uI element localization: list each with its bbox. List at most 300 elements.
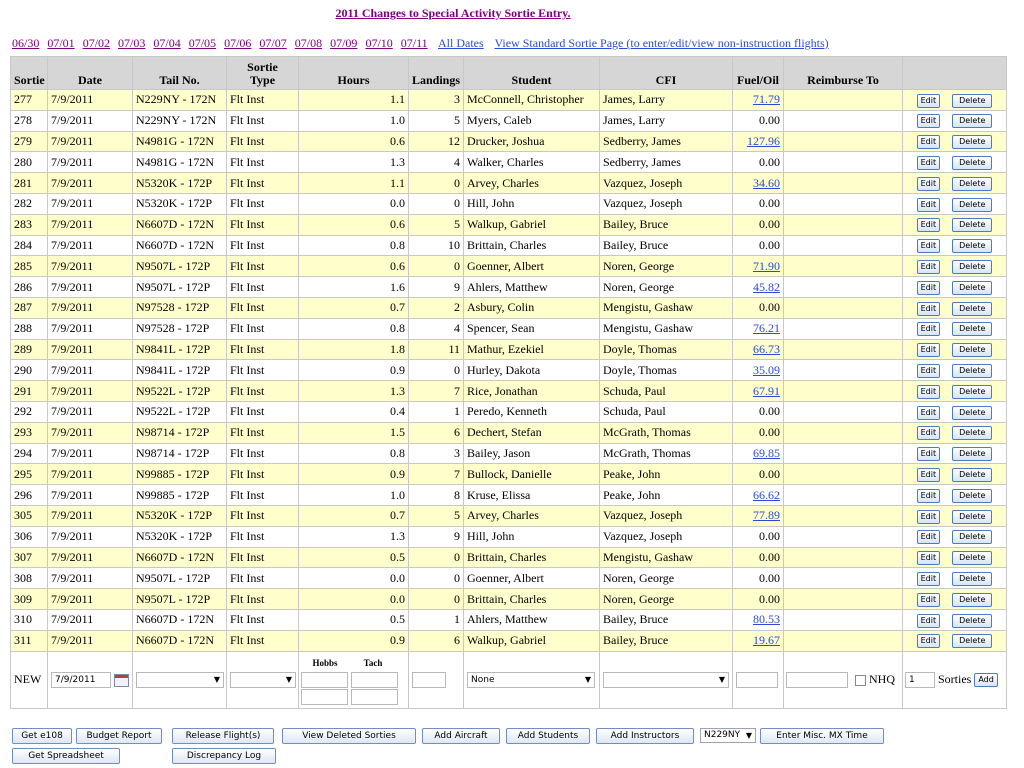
- edit-button[interactable]: Edit: [917, 489, 941, 503]
- new-date-input[interactable]: 7/9/2011: [51, 672, 111, 688]
- cell-hours: 0.8: [299, 443, 409, 464]
- cell-actions: [903, 193, 1007, 214]
- cell-date: 7/9/2011: [48, 505, 133, 526]
- cell-sortie: 287: [11, 297, 48, 318]
- cell-tail: N5320K - 172P: [133, 173, 227, 194]
- edit-button[interactable]: Edit: [917, 302, 941, 316]
- cell-cfi: Bailey, Bruce: [600, 214, 733, 235]
- cell-landings: 0: [409, 193, 464, 214]
- delete-button[interactable]: Delete: [952, 198, 992, 212]
- edit-button[interactable]: Edit: [917, 510, 941, 524]
- delete-button[interactable]: Delete: [952, 634, 992, 648]
- cell-cfi: James, Larry: [600, 110, 733, 131]
- cell-fuel: 0.00: [733, 568, 784, 589]
- cell-cfi: Sedberry, James: [600, 131, 733, 152]
- new-cfi-cell: [600, 651, 733, 708]
- edit-button[interactable]: Edit: [917, 551, 941, 565]
- date-link[interactable]: 07/09: [330, 36, 358, 50]
- cell-sortie: 279: [11, 131, 48, 152]
- cell-actions: [903, 256, 1007, 277]
- cell-date: 7/9/2011: [48, 547, 133, 568]
- cell-type: Flt Inst: [227, 152, 299, 173]
- cell-landings: 5: [409, 110, 464, 131]
- cell-landings: 8: [409, 485, 464, 506]
- cell-actions: [903, 443, 1007, 464]
- date-link[interactable]: 07/02: [82, 36, 111, 50]
- cell-landings: 4: [409, 318, 464, 339]
- cell-landings: 9: [409, 277, 464, 298]
- cell-student: Myers, Caleb: [464, 110, 600, 131]
- table-row: [11, 547, 1007, 568]
- tach-label: Tach: [363, 657, 383, 668]
- fuel-receipt-link[interactable]: 34.60: [753, 175, 780, 190]
- cell-tail: N98714 - 172P: [133, 443, 227, 464]
- cell-fuel: [733, 131, 784, 152]
- edit-button[interactable]: Edit: [917, 634, 941, 648]
- date-link[interactable]: 07/08: [294, 36, 323, 50]
- cell-type: Flt Inst: [227, 568, 299, 589]
- delete-button[interactable]: Delete: [952, 302, 992, 316]
- cell-cfi: Noren, George: [600, 256, 733, 277]
- cell-type: Flt Inst: [227, 589, 299, 610]
- cell-date: 7/9/2011: [48, 173, 133, 194]
- cell-sortie: 306: [11, 526, 48, 547]
- edit-button[interactable]: Edit: [917, 614, 941, 628]
- edit-button[interactable]: Edit: [917, 593, 941, 607]
- cell-date: 7/9/2011: [48, 609, 133, 630]
- cell-tail: N5320K - 172P: [133, 526, 227, 547]
- add-instructors-button[interactable]: Add Instructors: [596, 728, 694, 744]
- col-tail: Tail No.: [133, 57, 227, 90]
- table-row: [11, 173, 1007, 194]
- cell-tail: N9522L - 172P: [133, 401, 227, 422]
- delete-button[interactable]: Delete: [952, 94, 992, 108]
- new-landings-input[interactable]: [412, 672, 446, 688]
- edit-button[interactable]: Edit: [917, 135, 941, 149]
- fuel-receipt-link[interactable]: 66.62: [753, 487, 780, 502]
- cell-sortie: 292: [11, 401, 48, 422]
- delete-button[interactable]: Delete: [952, 343, 992, 357]
- new-reimburse-input[interactable]: [786, 672, 848, 688]
- cell-actions: [903, 547, 1007, 568]
- table-row: [11, 277, 1007, 298]
- cell-fuel: 0.00: [733, 464, 784, 485]
- new-cfi-select[interactable]: [603, 672, 729, 688]
- cell-actions: [903, 526, 1007, 547]
- table-row: [11, 401, 1007, 422]
- edit-button[interactable]: Edit: [917, 114, 941, 128]
- cell-sortie: 296: [11, 485, 48, 506]
- cell-fuel: 0.00: [733, 526, 784, 547]
- cell-tail: N97528 - 172P: [133, 318, 227, 339]
- fuel-receipt-link[interactable]: 71.90: [753, 258, 780, 273]
- cell-tail: N9507L - 172P: [133, 568, 227, 589]
- cell-cfi: Bailey, Bruce: [600, 235, 733, 256]
- cell-sortie: 280: [11, 152, 48, 173]
- edit-button[interactable]: Edit: [917, 94, 941, 108]
- nhq-label: NHQ: [869, 672, 895, 687]
- cell-reimburse: [784, 152, 903, 173]
- tach-start-input[interactable]: [351, 672, 398, 688]
- table-row: [11, 360, 1007, 381]
- delete-button[interactable]: Delete: [952, 447, 992, 461]
- add-sortie-button[interactable]: Add: [974, 673, 998, 687]
- sorties-count-input[interactable]: 1: [905, 672, 935, 688]
- cell-landings: 10: [409, 235, 464, 256]
- delete-button[interactable]: Delete: [952, 614, 992, 628]
- cell-hours: 1.1: [299, 173, 409, 194]
- cell-actions: [903, 297, 1007, 318]
- delete-button[interactable]: Delete: [952, 239, 992, 253]
- cell-student: Walkup, Gabriel: [464, 630, 600, 651]
- delete-button[interactable]: Delete: [952, 593, 992, 607]
- cell-hours: 0.6: [299, 214, 409, 235]
- cell-hours: 0.9: [299, 464, 409, 485]
- new-tail-cell: [133, 651, 227, 708]
- cell-tail: N98714 - 172P: [133, 422, 227, 443]
- cell-reimburse: [784, 90, 903, 111]
- fuel-receipt-link[interactable]: 127.96: [747, 133, 780, 148]
- delete-button[interactable]: Delete: [952, 385, 992, 399]
- cell-date: 7/9/2011: [48, 464, 133, 485]
- cell-sortie: 309: [11, 589, 48, 610]
- new-label: NEW: [11, 651, 48, 708]
- cell-fuel: 0.00: [733, 401, 784, 422]
- cell-student: Peredo, Kenneth: [464, 401, 600, 422]
- page-title[interactable]: 2011 Changes to Special Activity Sortie Entry.: [335, 6, 571, 20]
- cell-actions: [903, 568, 1007, 589]
- cell-fuel: [733, 443, 784, 464]
- calendar-icon[interactable]: [114, 674, 129, 687]
- cell-date: 7/9/2011: [48, 401, 133, 422]
- date-nav: [12, 36, 837, 51]
- fuel-receipt-link[interactable]: 69.85: [753, 445, 780, 460]
- cell-hours: 1.6: [299, 277, 409, 298]
- cell-tail: N99885 - 172P: [133, 485, 227, 506]
- cell-fuel: [733, 609, 784, 630]
- cell-actions: [903, 360, 1007, 381]
- cell-student: Arvey, Charles: [464, 505, 600, 526]
- date-link[interactable]: 07/10: [365, 36, 393, 50]
- cell-fuel: 0.00: [733, 547, 784, 568]
- fuel-receipt-link[interactable]: 35.09: [753, 362, 780, 377]
- cell-date: 7/9/2011: [48, 339, 133, 360]
- cell-type: Flt Inst: [227, 235, 299, 256]
- cell-landings: 7: [409, 381, 464, 402]
- cell-type: Flt Inst: [227, 90, 299, 111]
- cell-tail: N4981G - 172N: [133, 152, 227, 173]
- cell-tail: N5320K - 172P: [133, 193, 227, 214]
- cell-date: 7/9/2011: [48, 256, 133, 277]
- fuel-receipt-link[interactable]: 66.73: [753, 341, 780, 356]
- cell-hours: 0.0: [299, 193, 409, 214]
- get-spreadsheet-button[interactable]: Get Spreadsheet: [12, 748, 120, 764]
- cell-cfi: Vazquez, Joseph: [600, 505, 733, 526]
- edit-button[interactable]: Edit: [917, 406, 941, 420]
- table-row: [11, 630, 1007, 651]
- delete-button[interactable]: Delete: [952, 260, 992, 274]
- cell-date: 7/9/2011: [48, 131, 133, 152]
- cell-type: Flt Inst: [227, 339, 299, 360]
- table-row: [11, 609, 1007, 630]
- new-fuel-input[interactable]: [736, 672, 778, 688]
- fuel-receipt-link[interactable]: 19.67: [753, 633, 780, 648]
- cell-date: 7/9/2011: [48, 214, 133, 235]
- cell-date: 7/9/2011: [48, 485, 133, 506]
- cell-fuel: [733, 360, 784, 381]
- add-students-button[interactable]: Add Students: [506, 728, 590, 744]
- chevron-down-icon: ▼: [285, 675, 292, 685]
- cell-hours: 0.7: [299, 297, 409, 318]
- date-link[interactable]: 07/06: [224, 36, 252, 50]
- delete-button[interactable]: Delete: [952, 281, 992, 295]
- cell-cfi: Mengistu, Gashaw: [600, 297, 733, 318]
- delete-button[interactable]: Delete: [952, 322, 992, 336]
- hobbs-end-input[interactable]: [301, 689, 348, 705]
- cell-fuel: [733, 505, 784, 526]
- cell-student: Spencer, Sean: [464, 318, 600, 339]
- new-sortie-row: [11, 651, 1007, 708]
- cell-fuel: [733, 173, 784, 194]
- delete-button[interactable]: Delete: [952, 156, 992, 170]
- cell-type: Flt Inst: [227, 193, 299, 214]
- edit-button[interactable]: Edit: [917, 364, 941, 378]
- cell-reimburse: [784, 547, 903, 568]
- delete-button[interactable]: Delete: [952, 426, 992, 440]
- edit-button[interactable]: Edit: [917, 218, 941, 232]
- cell-landings: 1: [409, 609, 464, 630]
- new-hours-cell: [299, 651, 409, 708]
- date-link[interactable]: 06/30: [12, 36, 40, 50]
- aircraft-select-value: N229NY: [704, 730, 741, 740]
- discrepancy-log-button[interactable]: Discrepancy Log: [172, 748, 276, 764]
- table-row: [11, 589, 1007, 610]
- cell-type: Flt Inst: [227, 547, 299, 568]
- cell-student: Dechert, Stefan: [464, 422, 600, 443]
- cell-landings: 3: [409, 443, 464, 464]
- delete-button[interactable]: Delete: [952, 218, 992, 232]
- col-sortie-type: [227, 57, 299, 90]
- cell-tail: N97528 - 172P: [133, 297, 227, 318]
- nhq-checkbox[interactable]: [855, 675, 866, 686]
- date-link[interactable]: 07/11: [400, 36, 428, 50]
- col-reimburse: Reimburse To: [784, 57, 903, 90]
- cell-landings: 0: [409, 360, 464, 381]
- add-aircraft-button[interactable]: Add Aircraft: [422, 728, 500, 744]
- new-student-select[interactable]: [467, 672, 595, 688]
- cell-actions: [903, 214, 1007, 235]
- standard-sortie-page-link[interactable]: View Standard Sortie Page (to enter/edit/view non-instruction flights): [494, 36, 829, 50]
- edit-button[interactable]: Edit: [917, 322, 941, 336]
- cell-type: Flt Inst: [227, 297, 299, 318]
- cell-student: Asbury, Colin: [464, 297, 600, 318]
- edit-button[interactable]: Edit: [917, 260, 941, 274]
- cell-hours: 0.5: [299, 547, 409, 568]
- cell-landings: 0: [409, 547, 464, 568]
- cell-student: Walker, Charles: [464, 152, 600, 173]
- enter-misc-mx-time-button[interactable]: Enter Misc. MX Time: [760, 728, 884, 744]
- cell-actions: [903, 630, 1007, 651]
- cell-landings: 2: [409, 297, 464, 318]
- col-fuel: Fuel/Oil: [733, 57, 784, 90]
- date-link[interactable]: 07/07: [259, 36, 287, 50]
- edit-button[interactable]: Edit: [917, 426, 941, 440]
- cell-student: Brittain, Charles: [464, 235, 600, 256]
- edit-button[interactable]: Edit: [917, 198, 941, 212]
- cell-hours: 0.0: [299, 589, 409, 610]
- fuel-receipt-link[interactable]: 45.82: [753, 279, 780, 294]
- aircraft-select[interactable]: [700, 728, 756, 743]
- cell-reimburse: [784, 110, 903, 131]
- delete-button[interactable]: Delete: [952, 406, 992, 420]
- cell-tail: N229NY - 172N: [133, 90, 227, 111]
- cell-type: Flt Inst: [227, 214, 299, 235]
- date-link[interactable]: 07/05: [188, 36, 217, 50]
- cell-date: 7/9/2011: [48, 443, 133, 464]
- tach-end-input[interactable]: [351, 689, 398, 705]
- hobbs-start-input[interactable]: [301, 672, 348, 688]
- cell-tail: N9507L - 172P: [133, 277, 227, 298]
- cell-hours: 0.8: [299, 318, 409, 339]
- fuel-receipt-link[interactable]: 77.89: [753, 508, 780, 523]
- cell-tail: N6607D - 172N: [133, 547, 227, 568]
- new-student-cell: [464, 651, 600, 708]
- table-row: [11, 256, 1007, 277]
- cell-actions: [903, 318, 1007, 339]
- cell-type: Flt Inst: [227, 381, 299, 402]
- cell-reimburse: [784, 630, 903, 651]
- delete-button[interactable]: Delete: [952, 489, 992, 503]
- cell-type: Flt Inst: [227, 485, 299, 506]
- delete-button[interactable]: Delete: [952, 572, 992, 586]
- new-type-select[interactable]: [230, 672, 296, 688]
- fuel-receipt-link[interactable]: 76.21: [753, 321, 780, 336]
- edit-button[interactable]: Edit: [917, 385, 941, 399]
- new-sorties-cell: [903, 651, 1007, 708]
- cell-reimburse: [784, 464, 903, 485]
- cell-cfi: Vazquez, Joseph: [600, 526, 733, 547]
- all-dates-link[interactable]: All Dates: [438, 36, 484, 50]
- cell-fuel: [733, 318, 784, 339]
- sortie-table: [10, 56, 1007, 709]
- new-tail-select[interactable]: [136, 672, 224, 688]
- delete-button[interactable]: Delete: [952, 135, 992, 149]
- cell-student: Goenner, Albert: [464, 568, 600, 589]
- delete-button[interactable]: Delete: [952, 551, 992, 565]
- cell-student: Kruse, Elissa: [464, 485, 600, 506]
- cell-type: Flt Inst: [227, 630, 299, 651]
- release-flights-button[interactable]: Release Flight(s): [172, 728, 274, 744]
- cell-hours: 1.3: [299, 152, 409, 173]
- cell-hours: 0.6: [299, 256, 409, 277]
- cell-landings: 11: [409, 339, 464, 360]
- cell-landings: 3: [409, 90, 464, 111]
- cell-student: Hill, John: [464, 193, 600, 214]
- fuel-receipt-link[interactable]: 67.91: [753, 383, 780, 398]
- cell-cfi: Noren, George: [600, 277, 733, 298]
- cell-actions: [903, 381, 1007, 402]
- table-row: [11, 339, 1007, 360]
- edit-button[interactable]: Edit: [917, 177, 941, 191]
- edit-button[interactable]: Edit: [917, 281, 941, 295]
- cell-type: Flt Inst: [227, 422, 299, 443]
- edit-button[interactable]: Edit: [917, 447, 941, 461]
- cell-hours: 1.5: [299, 422, 409, 443]
- cell-hours: 1.3: [299, 381, 409, 402]
- new-student-value: None: [471, 675, 495, 686]
- cell-reimburse: [784, 360, 903, 381]
- cell-sortie: 307: [11, 547, 48, 568]
- cell-fuel: [733, 90, 784, 111]
- col-student: Student: [464, 57, 600, 90]
- cell-type: Flt Inst: [227, 401, 299, 422]
- table-row: [11, 505, 1007, 526]
- date-link[interactable]: 07/01: [47, 36, 75, 50]
- cell-type: Flt Inst: [227, 318, 299, 339]
- cell-fuel: [733, 381, 784, 402]
- date-link[interactable]: 07/03: [118, 36, 146, 50]
- cell-fuel: 0.00: [733, 235, 784, 256]
- cell-fuel: 0.00: [733, 589, 784, 610]
- cell-actions: [903, 235, 1007, 256]
- cell-fuel: 0.00: [733, 152, 784, 173]
- edit-button[interactable]: Edit: [917, 343, 941, 357]
- table-row: [11, 110, 1007, 131]
- fuel-receipt-link[interactable]: 80.53: [753, 612, 780, 627]
- delete-button[interactable]: Delete: [952, 177, 992, 191]
- delete-button[interactable]: Delete: [952, 510, 992, 524]
- cell-sortie: 285: [11, 256, 48, 277]
- fuel-receipt-link[interactable]: 71.79: [753, 92, 780, 107]
- table-row: [11, 422, 1007, 443]
- budget-report-button[interactable]: Budget Report: [76, 728, 162, 744]
- view-deleted-sorties-button[interactable]: View Deleted Sorties: [282, 728, 416, 744]
- cell-reimburse: [784, 235, 903, 256]
- cell-date: 7/9/2011: [48, 110, 133, 131]
- cell-tail: N9507L - 172P: [133, 589, 227, 610]
- cell-reimburse: [784, 339, 903, 360]
- delete-button[interactable]: Delete: [952, 530, 992, 544]
- edit-button[interactable]: Edit: [917, 572, 941, 586]
- cell-sortie: 286: [11, 277, 48, 298]
- cell-type: Flt Inst: [227, 277, 299, 298]
- cell-tail: N9841L - 172P: [133, 360, 227, 381]
- cell-actions: [903, 485, 1007, 506]
- cell-type: Flt Inst: [227, 173, 299, 194]
- cell-hours: 0.4: [299, 401, 409, 422]
- date-link[interactable]: 07/04: [153, 36, 181, 50]
- cell-cfi: Mengistu, Gashaw: [600, 318, 733, 339]
- cell-type: Flt Inst: [227, 464, 299, 485]
- cell-tail: N5320K - 172P: [133, 505, 227, 526]
- delete-button[interactable]: Delete: [952, 114, 992, 128]
- rows-body: [11, 90, 1007, 652]
- cell-sortie: 283: [11, 214, 48, 235]
- cell-fuel: [733, 256, 784, 277]
- cell-reimburse: [784, 214, 903, 235]
- edit-button[interactable]: Edit: [917, 530, 941, 544]
- get-e108-button[interactable]: Get e108: [12, 728, 72, 744]
- delete-button[interactable]: Delete: [952, 364, 992, 378]
- edit-button[interactable]: Edit: [917, 239, 941, 253]
- cell-date: 7/9/2011: [48, 277, 133, 298]
- cell-reimburse: [784, 589, 903, 610]
- delete-button[interactable]: Delete: [952, 468, 992, 482]
- table-row: [11, 443, 1007, 464]
- cell-actions: [903, 339, 1007, 360]
- edit-button[interactable]: Edit: [917, 156, 941, 170]
- edit-button[interactable]: Edit: [917, 468, 941, 482]
